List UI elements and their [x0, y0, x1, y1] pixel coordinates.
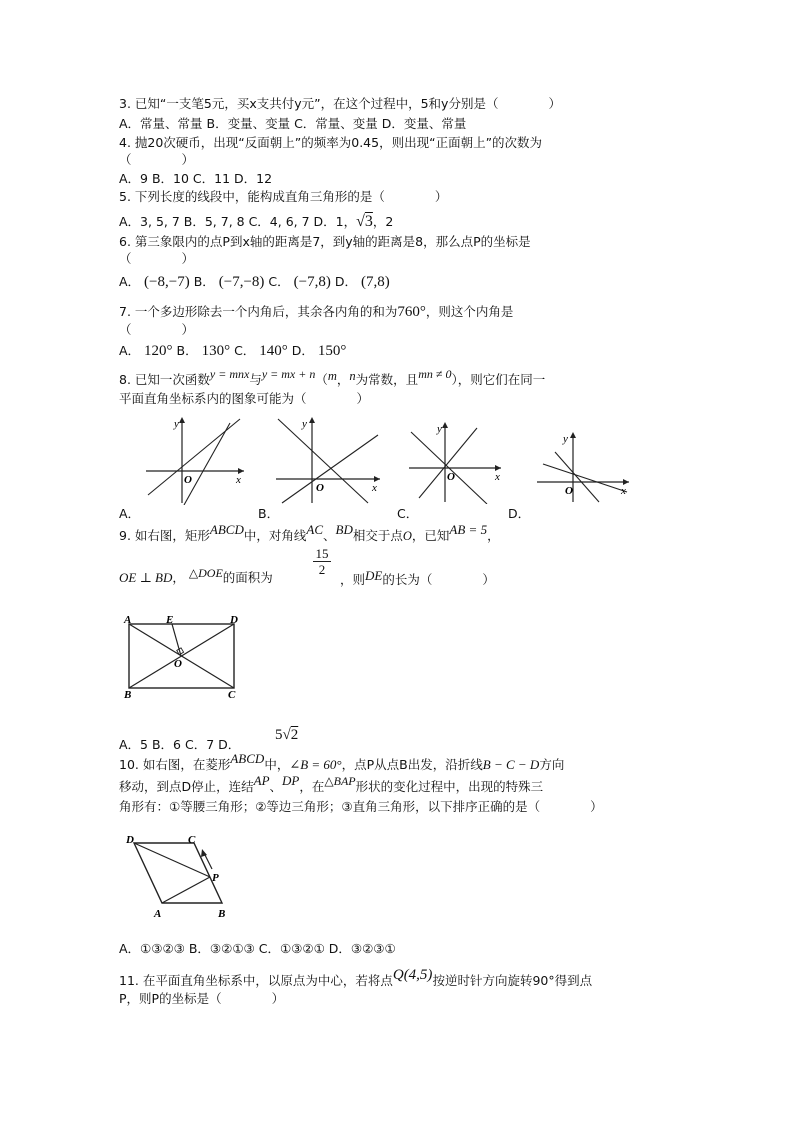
- q8-condition: mn ≠ 0: [418, 367, 452, 381]
- q9-rect: ABCD: [209, 522, 244, 537]
- q8-text-1: 8. 已知一次函数: [119, 372, 210, 387]
- q7-label-b: B．: [176, 343, 198, 358]
- q8c-origin: O: [447, 471, 455, 483]
- q10-text-2: 中，: [264, 757, 290, 772]
- q4-options: A．9 B．10 C．11 D．12: [119, 171, 273, 186]
- q9-stem-line-2: [119, 566, 273, 586]
- q3-stem: 3. 已知“一支笔5元，买x支共付y元”，在这个过程中，5和y分别是（ ）: [119, 96, 561, 111]
- q9-fig-o: O: [174, 658, 182, 670]
- q8-label-c: C．: [397, 506, 419, 521]
- q6-option-a: (−8,−7): [144, 274, 190, 290]
- q5-options: [119, 214, 393, 230]
- q8-text-4: ，: [336, 372, 350, 387]
- q7-option-a: 120°: [144, 343, 173, 359]
- q9-fig-e: E: [166, 614, 174, 626]
- q8d-axis-y: y: [563, 433, 568, 445]
- q8d-origin: O: [565, 485, 573, 497]
- q10-path: B − C − D: [482, 757, 540, 772]
- q8c-axis-x: x: [495, 471, 500, 483]
- q6-stem: 6. 第三象限内的点P到x轴的距离是7，到y轴的距离是8，那么点P的坐标是: [119, 234, 531, 249]
- q9-ac: AC: [306, 522, 323, 537]
- q10-text-4: 方向: [539, 757, 565, 772]
- q8-stem: [119, 367, 546, 388]
- q9-text-8: 的面积为: [222, 570, 273, 585]
- q9-text-2: 中，对角线: [243, 528, 307, 543]
- q10-line-1: [119, 751, 565, 773]
- q10-fig-b: B: [218, 908, 226, 919]
- q9-fraction: [313, 546, 331, 577]
- q9-text-10: 的长为（ ）: [382, 572, 495, 587]
- q9-rectangle-figure: [120, 614, 245, 698]
- q8-graph-c: [405, 418, 505, 504]
- q9-perp: OE ⊥ BD: [119, 570, 173, 585]
- q9-text-6: ，: [487, 528, 500, 543]
- q8b-axis-y: y: [302, 418, 307, 430]
- q10-fig-c: C: [188, 834, 196, 846]
- q8-var-m: m: [327, 369, 337, 383]
- q6-option-d: (7,8): [360, 274, 390, 290]
- q9-de: DE: [365, 568, 383, 583]
- q7-angle-sum: 760°: [397, 304, 426, 320]
- q8-graph-b: [270, 413, 385, 505]
- q8a-axis-y: y: [174, 418, 179, 430]
- q8-label-d: D．: [508, 506, 531, 521]
- q8-graph-a: [140, 413, 250, 505]
- q10-text-5: 移动，到点D停止，连结: [119, 779, 254, 794]
- q10-dp: DP: [282, 773, 300, 788]
- q9-text-4: 相交于点: [352, 528, 403, 543]
- q7-label-c: C．: [234, 343, 256, 358]
- q7-stem-after: ，则这个内角是: [425, 304, 514, 319]
- q5-options-prefix: A．3, 5, 7 B．5, 7, 8 C．4, 6, 7 D．1，: [119, 214, 357, 229]
- q9-fig-a: A: [124, 614, 132, 626]
- q9-fig-b: B: [124, 689, 132, 698]
- q9-options-text: A．5 B．6 C．7 D．: [119, 737, 241, 752]
- q10-line-2: [119, 773, 544, 795]
- q11-point: Q(4,5): [392, 967, 433, 983]
- q10-angle: ∠B = 60°: [289, 757, 342, 772]
- q9-text-1: 9. 如右图，矩形: [119, 528, 210, 543]
- q10-fig-a: A: [154, 908, 162, 919]
- q10-rhombus: ABCD: [230, 751, 265, 766]
- q8b-origin: O: [316, 482, 324, 494]
- q8b-axis-x: x: [372, 482, 377, 494]
- q11-line-2: P，则P的坐标是（ ）: [119, 991, 285, 1006]
- q10-rhombus-figure: [122, 833, 234, 919]
- q10-text-1: 10. 如右图，在菱形: [119, 757, 231, 772]
- q9-stem-line-1: [119, 522, 500, 544]
- q9-frac-num: 15: [315, 546, 329, 561]
- q4-stem: 4. 抛20次硬币，出现“反面朝上”的频率为0.45，则出现“正面朝上”的次数为: [119, 135, 543, 150]
- q7-option-d: 150°: [317, 343, 347, 359]
- q9-tri: △DOE: [188, 566, 223, 580]
- q8-line-2: 平面直角坐标系内的图象可能为（ ）: [119, 391, 370, 406]
- q8-var-n: n: [349, 369, 356, 383]
- q10-text-3: ，点P从点B出发，沿折线: [341, 757, 483, 772]
- q10-text-6: 、: [269, 779, 283, 794]
- q7-option-b: 130°: [201, 343, 231, 359]
- q11-text-2: 按逆时针方向旋转90°得到点: [432, 973, 593, 988]
- q9-options: [119, 737, 240, 753]
- q6-option-c: (−7,8): [293, 274, 331, 290]
- q6-label-c: C．: [268, 274, 290, 289]
- q10-line-3: 角形有：①等腰三角形；②等边三角形；③直角三角形，以下排序正确的是（ ）: [119, 799, 603, 814]
- q8-text-6: ），则它们在同一: [451, 372, 546, 387]
- q7-label-d: D．: [291, 343, 314, 358]
- q10-ap: AP: [253, 773, 270, 788]
- q10-fig-d: D: [126, 834, 134, 846]
- q9-frac-den: 2: [313, 561, 331, 577]
- q9-fig-c: C: [228, 689, 236, 698]
- q10-text-7: ，在: [299, 779, 325, 794]
- q7-options: [119, 343, 346, 359]
- q9-text-7: ，: [172, 570, 185, 585]
- q6-paren: （ ）: [119, 251, 195, 266]
- q3-options: A．常量、常量 B．变量、变量 C．常量、变量 D．变量、常量: [119, 116, 467, 131]
- q6-label-a: A．: [119, 274, 141, 289]
- q5-radicand: 3: [364, 213, 373, 230]
- sqrt-symbol: √3: [356, 213, 373, 230]
- q9-d-coef: 5: [275, 727, 283, 743]
- q10-tri: △BAP: [324, 774, 356, 788]
- q10-fig-p: P: [212, 872, 219, 884]
- q9-text-9: ，则: [340, 572, 366, 587]
- q8d-axis-x: x: [621, 485, 626, 497]
- q7-stem: [119, 304, 513, 320]
- q8c-axis-y: y: [437, 423, 442, 435]
- q10-text-8: 形状的变化过程中，出现的特殊三: [355, 779, 544, 794]
- q6-label-d: D．: [334, 274, 357, 289]
- q11-text-1: 11. 在平面直角坐标系中，以原点为中心，若将点: [119, 973, 393, 988]
- q9-o: O: [402, 529, 412, 543]
- q9-d-sqrt-symbol: √: [282, 727, 291, 743]
- q8-text-2: 与: [249, 372, 262, 387]
- q8a-origin: O: [184, 474, 192, 486]
- q5-stem: 5. 下列长度的线段中，能构成直角三角形的是（ ）: [119, 189, 448, 204]
- q9-text-5: ，已知: [411, 528, 450, 543]
- q4-paren: （ ）: [119, 152, 195, 167]
- q8-function-1: y = mnx: [209, 367, 250, 381]
- q11-line-1: [119, 967, 593, 989]
- q5-options-suffix: ，2: [372, 214, 394, 229]
- q8-text-3: （: [315, 372, 328, 387]
- q10-options: A．①③②③ B．③②①③ C．①③②① D．③②③①: [119, 941, 396, 956]
- q9-given: AB = 5: [449, 522, 488, 537]
- q7-stem-before: 7. 一个多边形除去一个内角后，其余各内角的和为: [119, 304, 398, 319]
- q9-text-3: 、: [323, 528, 336, 543]
- q8-graph-d: [533, 428, 633, 504]
- q8-text-5: 为常数，且: [355, 372, 419, 387]
- q9-bd: BD: [335, 522, 353, 537]
- q6-option-b: (−7,−8): [218, 274, 265, 290]
- q6-options: [119, 274, 390, 290]
- q7-paren: （ ）: [119, 322, 195, 337]
- q8-function-2: y = mx + n: [261, 367, 316, 381]
- q7-label-a: A．: [119, 343, 141, 358]
- q6-label-b: B．: [193, 274, 215, 289]
- q8a-axis-x: x: [236, 474, 241, 486]
- q8-label-a: A．: [119, 506, 141, 521]
- q9-fig-d: D: [230, 614, 238, 626]
- q9-option-d-value: [275, 727, 298, 743]
- q9-d-radicand: 2: [290, 727, 299, 743]
- q9-stem-line-2b: [340, 568, 495, 588]
- q7-option-c: 140°: [259, 343, 288, 359]
- q8-label-b: B．: [258, 506, 280, 521]
